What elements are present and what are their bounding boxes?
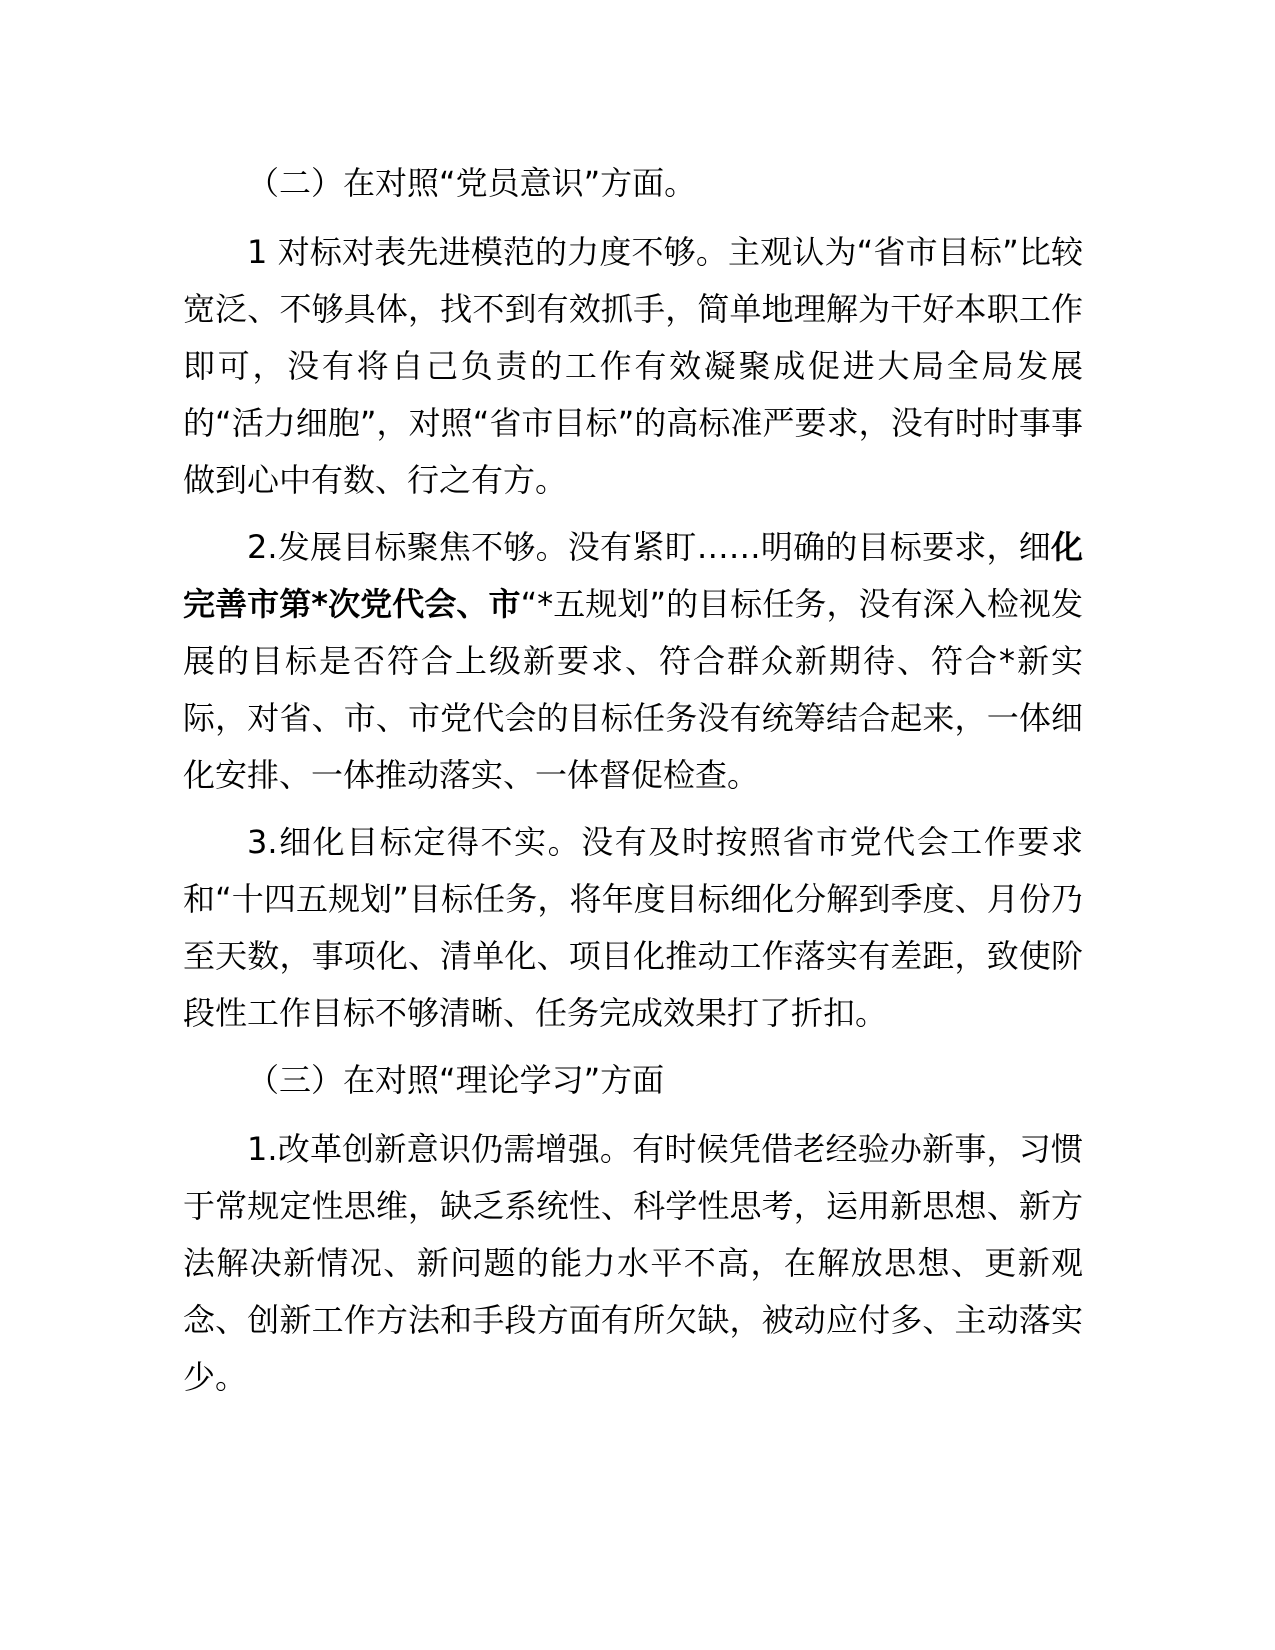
paragraph-2-3: 3.细化目标定得不实。没有及时按照省市党代会工作要求和“十四五规划”目标任务，将年度目标细化分解到季度、月份乃至天数，事项化、清单化、项目化推动工作落实有差距，致使阶段性工作目标不够清晰、任务完成效果打了折扣。 bbox=[183, 823, 1083, 1032]
paragraph-2-1: 1 对标对表先进模范的力度不够。主观认为“省市目标”比较宽泛、不够具体，找不到有效抓手，简单地理解为干好本职工作即可，没有将自己负责的工作有效凝聚成促进大局全局发展的“活力细胞”，对照“省市目标”的高标准严要求，没有时时事事做到心中有数、行之有方。 bbox=[183, 233, 1083, 499]
document-page bbox=[183, 155, 1083, 1416]
paragraph-2-2-bold-part: 化完善市第*次党代会、市 bbox=[183, 528, 1083, 623]
paragraph-2-2-part-1: 2.发展目标聚焦不够。没有紧盯……明确的目标要求，细 bbox=[247, 528, 1051, 566]
section-heading-2: （二）在对照“党员意识”方面。 bbox=[247, 164, 697, 202]
paragraph-3-1: 1.改革创新意识仍需增强。有时候凭借老经验办新事，习惯于常规定性思维，缺乏系统性、科学性思考，运用新思想、新方法解决新情况、新问题的能力水平不高，在解放思想、更新观念、创新工作方法和手段方面有所欠缺，被动应付多、主动落实少。 bbox=[183, 1130, 1083, 1396]
section-heading-3: （三）在对照“理论学习”方面 bbox=[247, 1061, 665, 1099]
paragraph-2-2-part-2: “*五规划”的目标任务，没有深入检视发展的目标是否符合上级新要求、符合群众新期待、符合*新实际，对省、市、市党代会的目标任务没有统筹结合起来，一体细化安排、一体推动落实、一体督促检查。 bbox=[183, 585, 1083, 794]
paragraph-2-2 bbox=[183, 519, 1083, 804]
